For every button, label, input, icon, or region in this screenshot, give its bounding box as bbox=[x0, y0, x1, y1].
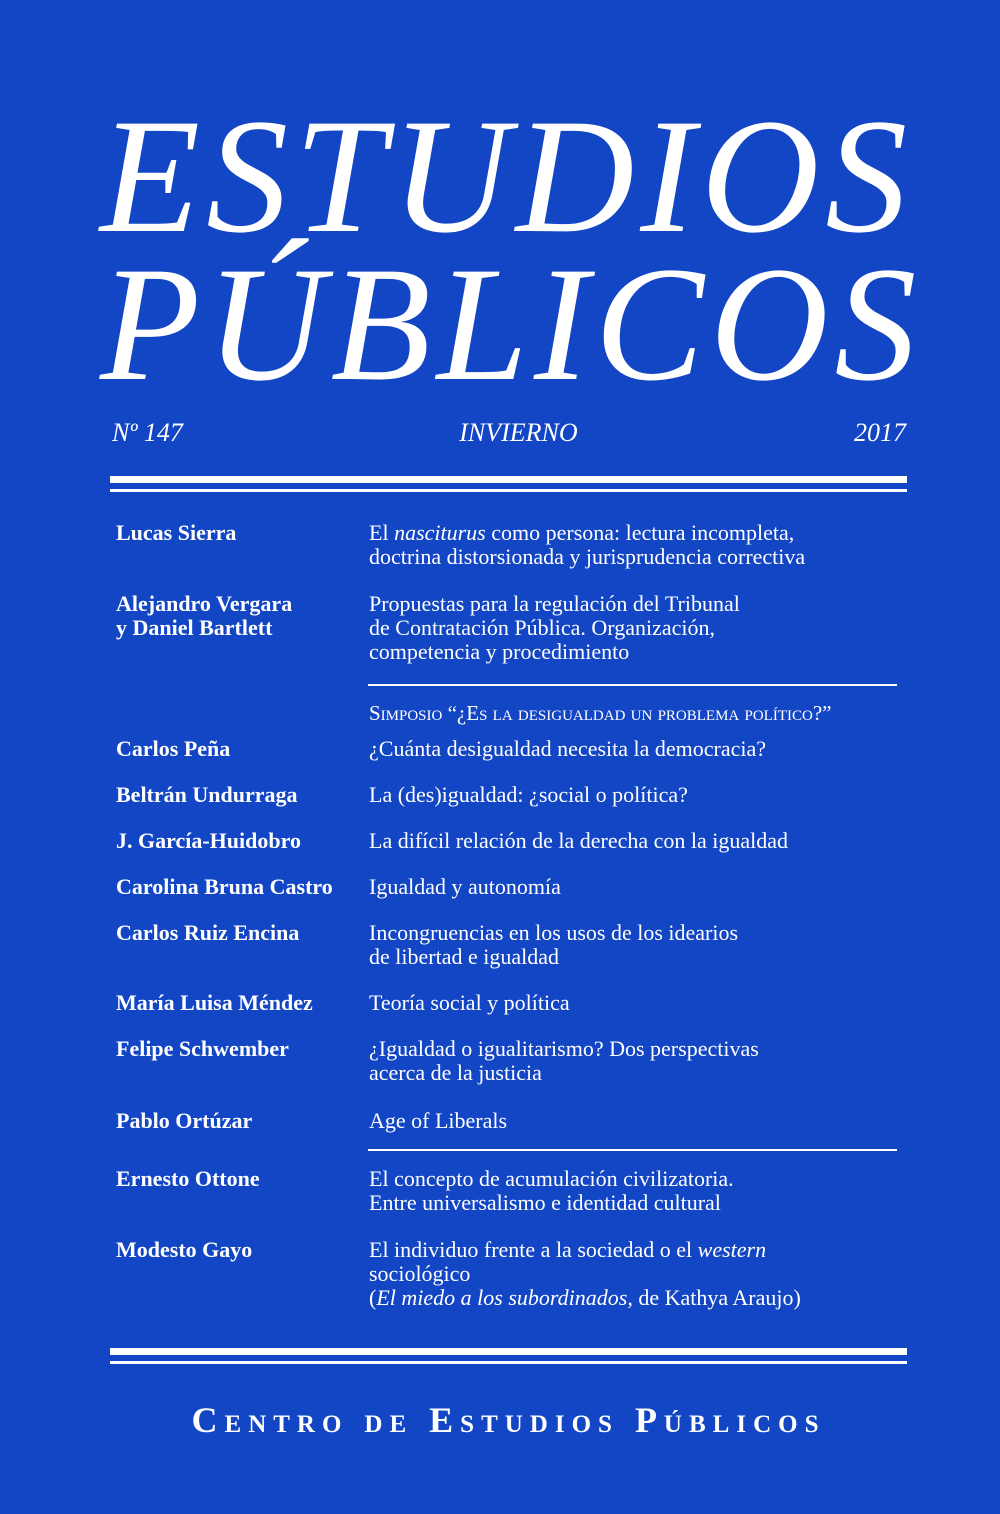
entry-title: Incongruencias en los usos de los idearios de libertad e igualdad bbox=[369, 920, 739, 969]
entry-author: Modesto Gayo bbox=[116, 1237, 253, 1262]
entry-title: ¿Igualdad o igualitarismo? Dos perspectivas acerca de la justicia bbox=[369, 1036, 759, 1085]
section-divider bbox=[368, 1149, 897, 1151]
entry-author: Pablo Ortúzar bbox=[116, 1108, 253, 1133]
entry-author: Carlos Peña bbox=[116, 736, 231, 761]
entry-title: ¿Cuánta desigualdad necesita la democracia? bbox=[369, 736, 767, 761]
issue-year: 2017 bbox=[853, 418, 906, 447]
entry-author: Alejandro Vergara y Daniel Bartlett bbox=[116, 591, 293, 640]
bottom-double-rule bbox=[110, 1348, 907, 1364]
entry-title: El nasciturus como persona: lectura incompleta, doctrina distorsionada y jurisprudencia correctiva bbox=[369, 520, 806, 569]
journal-title-line-2: PÚBLICOS bbox=[100, 234, 923, 415]
entry-title: Teoría social y política bbox=[369, 990, 570, 1015]
section-divider bbox=[368, 684, 897, 686]
entry-title: La (des)igualdad: ¿social o política? bbox=[369, 782, 688, 807]
issue-number: Nº 147 bbox=[112, 418, 183, 447]
entry-author: Ernesto Ottone bbox=[116, 1166, 260, 1191]
entry-author: María Luisa Méndez bbox=[116, 990, 313, 1015]
entry-author: Carlos Ruiz Encina bbox=[116, 920, 300, 945]
entry-author: Lucas Sierra bbox=[116, 520, 237, 545]
entry-title: Propuestas para la regulación del Tribunal de Contratación Pública. Organización, competencia y procedimiento bbox=[369, 591, 740, 664]
entry-title: Igualdad y autonomía bbox=[369, 874, 561, 899]
entry-title: El individuo frente a la sociedad o el western sociológico (El miedo a los subordinados, de Kathya Araujo) bbox=[369, 1237, 801, 1310]
entry-title: La difícil relación de la derecha con la igualdad bbox=[369, 828, 789, 853]
top-double-rule bbox=[110, 476, 907, 492]
entry-author: J. García-Huidobro bbox=[116, 828, 301, 853]
entry-author: Carolina Bruna Castro bbox=[116, 874, 333, 899]
entry-author: Felipe Schwember bbox=[116, 1036, 289, 1061]
journal-title-line-1: ESTUDIOS bbox=[100, 86, 914, 267]
issue-info bbox=[112, 418, 906, 448]
entry-title: El concepto de acumulación civilizatoria. Entre universalismo e identidad cultural bbox=[369, 1166, 734, 1215]
entry-author: Beltrán Undurraga bbox=[116, 782, 298, 807]
entry-title: Age of Liberals bbox=[369, 1108, 508, 1133]
publisher-name: Centro de Estudios Públicos bbox=[191, 1400, 826, 1440]
symposium-heading: Simposio “¿Es la desigualdad un problema político?” bbox=[369, 701, 832, 725]
issue-season: INVIERNO bbox=[459, 418, 578, 447]
